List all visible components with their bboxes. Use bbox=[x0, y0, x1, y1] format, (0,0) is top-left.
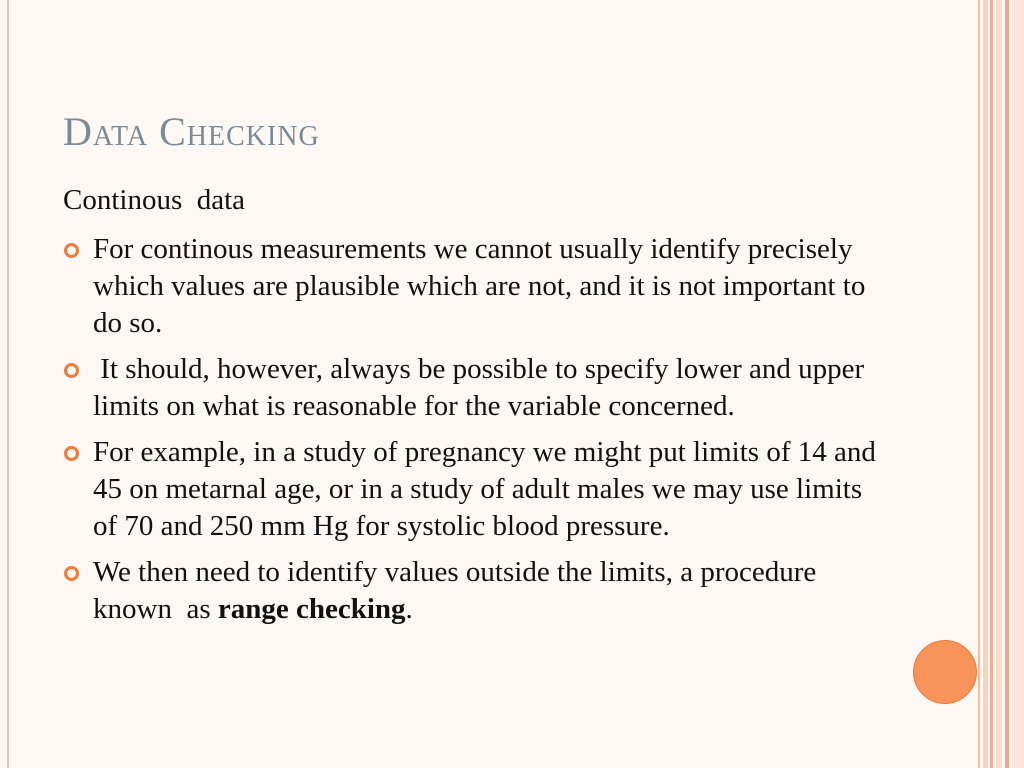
bullet-circle-icon bbox=[64, 566, 79, 581]
bullet-text bbox=[93, 556, 824, 625]
bullet-text-part: We then need to identify values outside the limits, a procedure known as bbox=[93, 556, 824, 625]
bullet-circle-icon bbox=[64, 363, 79, 378]
left-border-line bbox=[7, 0, 9, 768]
decorative-stripe bbox=[990, 0, 993, 768]
bullet-list bbox=[63, 231, 883, 637]
decorative-stripe bbox=[978, 0, 980, 768]
bullet-text: It should, however, always be possible to specify lower and upper limits on what is reasonable for the variable concerned. bbox=[93, 353, 872, 422]
accent-circle bbox=[913, 640, 977, 704]
bullet-item bbox=[63, 554, 883, 628]
bullet-text: For continous measurements we cannot usually identify precisely which values are plausible which are not, and it is not important to do so. bbox=[93, 233, 873, 339]
bullet-text-part: . bbox=[405, 593, 413, 625]
bullet-item bbox=[63, 351, 883, 425]
bullet-item bbox=[63, 434, 883, 545]
bullet-item bbox=[63, 231, 883, 342]
decorative-stripe bbox=[1012, 0, 1024, 768]
decorative-stripe bbox=[1005, 0, 1009, 768]
bold-term: range checking bbox=[217, 593, 406, 625]
bullet-circle-icon bbox=[64, 446, 79, 461]
bullet-text: For example, in a study of pregnancy we might put limits of 14 and 45 on metarnal age, or in a study of adult males we may use limits of 70 and 250 mm Hg for systolic blood pressure. bbox=[93, 436, 884, 542]
slide-subheading: Continous data bbox=[63, 184, 246, 216]
slide-title: Data Checking bbox=[63, 109, 320, 154]
decorative-stripe bbox=[983, 0, 988, 768]
decorative-stripe bbox=[996, 0, 1002, 768]
bullet-circle-icon bbox=[64, 243, 79, 258]
